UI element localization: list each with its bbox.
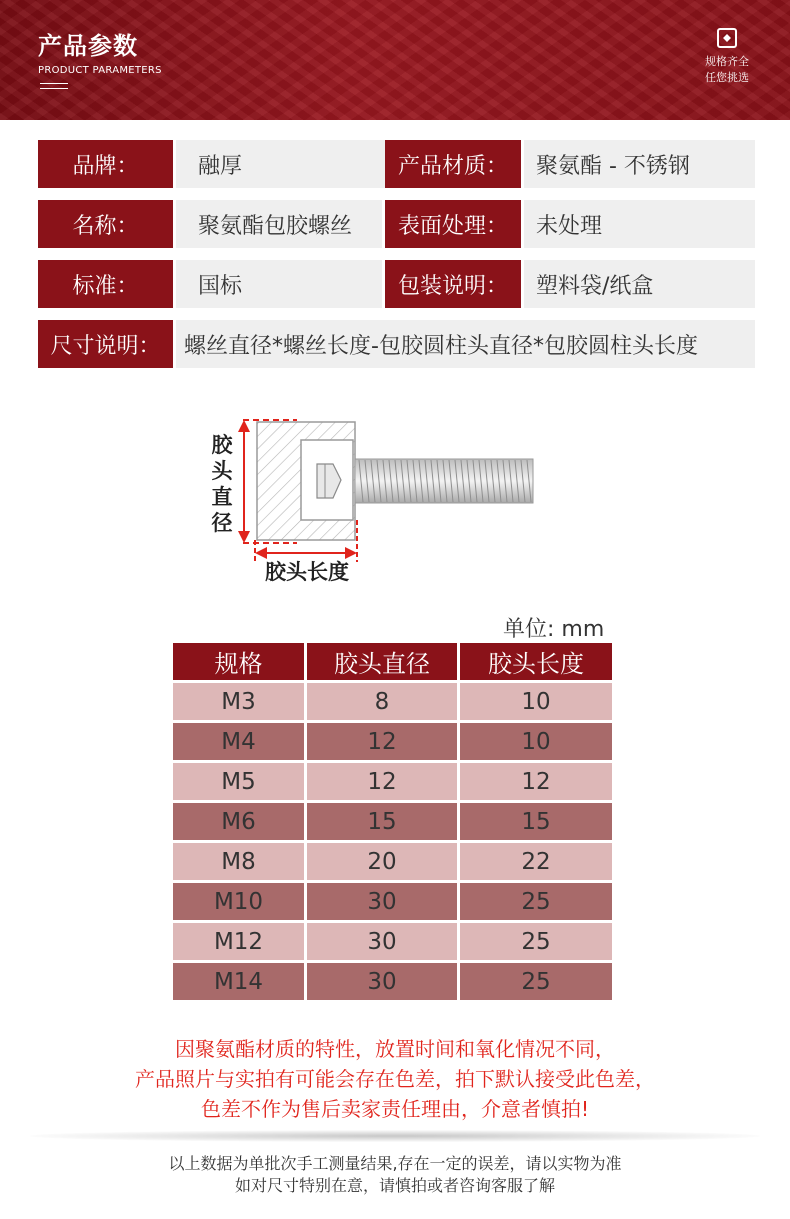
cell-head-diameter: 12 (307, 723, 457, 760)
table-row (173, 763, 612, 800)
header-head-diameter: 胶头直径 (307, 643, 457, 680)
cell-spec: M14 (173, 963, 304, 1000)
cell-head-length: 10 (460, 723, 612, 760)
badge-line2: 任您挑选 (705, 71, 749, 84)
cell-spec: M3 (173, 683, 304, 720)
cell-head-diameter: 20 (307, 843, 457, 880)
table-row (173, 883, 612, 920)
cell-head-length: 25 (460, 883, 612, 920)
table-row (173, 683, 612, 720)
badge (690, 28, 764, 86)
cell-head-length: 22 (460, 843, 612, 880)
size-value: 螺丝直径*螺丝长度-包胶圆柱头直径*包胶圆柱头长度 (176, 320, 755, 368)
page-title: 产品参数 (38, 32, 138, 60)
name-label: 名称： (38, 200, 173, 248)
notice-line2: 产品照片与实拍有可能会存在色差，拍下默认接受此色差， (135, 1067, 655, 1091)
cell-head-length: 10 (460, 683, 612, 720)
cell-head-diameter: 8 (307, 683, 457, 720)
package-value: 塑料袋/纸盒 (524, 260, 755, 308)
size-label: 尺寸说明： (38, 320, 173, 368)
table-row (173, 723, 612, 760)
cell-head-diameter: 30 (307, 963, 457, 1000)
header-head-length: 胶头长度 (460, 643, 612, 680)
notice-line3: 色差不作为售后卖家责任理由，介意者慎拍! (200, 1097, 590, 1121)
length-label: 胶头长度 (265, 560, 349, 584)
param-row-standard (38, 260, 755, 308)
table-row (173, 963, 612, 1000)
screw-diagram (205, 412, 545, 587)
cell-head-length: 12 (460, 763, 612, 800)
brand-label: 品牌： (38, 140, 173, 188)
cell-head-diameter: 30 (307, 883, 457, 920)
table-row (173, 923, 612, 960)
screw-diagram-svg (205, 412, 545, 587)
package-label: 包装说明： (385, 260, 521, 308)
badge-line1: 规格齐全 (705, 55, 749, 68)
standard-label: 标准： (38, 260, 173, 308)
cell-head-diameter: 12 (307, 763, 457, 800)
table-header (173, 643, 612, 680)
param-row-name (38, 200, 755, 248)
cell-spec: M10 (173, 883, 304, 920)
footer-line2: 如对尺寸特别在意，请慎拍或者咨询客服了解 (234, 1176, 555, 1195)
param-row-brand (38, 140, 755, 188)
cell-spec: M6 (173, 803, 304, 840)
material-value: 聚氨酯 - 不锈钢 (524, 140, 755, 188)
surface-value: 未处理 (524, 200, 755, 248)
name-value: 聚氨酯包胶螺丝 (176, 200, 382, 248)
material-label: 产品材质： (385, 140, 521, 188)
header-banner (0, 0, 790, 120)
cell-spec: M8 (173, 843, 304, 880)
title-underline (40, 83, 68, 89)
page-subtitle: PRODUCT PARAMETERS (38, 65, 162, 76)
cell-head-diameter: 30 (307, 923, 457, 960)
cell-spec: M5 (173, 763, 304, 800)
diameter-label: 胶头直径 (211, 433, 233, 535)
surface-label: 表面处理： (385, 200, 521, 248)
divider-shadow (30, 1130, 760, 1142)
table-row (173, 803, 612, 840)
cell-spec: M4 (173, 723, 304, 760)
brand-value: 融厚 (176, 140, 419, 188)
cell-head-length: 25 (460, 963, 612, 1000)
cell-spec: M12 (173, 923, 304, 960)
cell-head-length: 15 (460, 803, 612, 840)
table-row (173, 843, 612, 880)
unit-label: 单位: mm (503, 617, 605, 642)
header-spec: 规格 (173, 643, 304, 680)
footer-line1: 以上数据为单批次手工测量结果,存在一定的误差，请以实物为准 (168, 1154, 622, 1173)
param-row-size (38, 320, 755, 368)
cell-head-diameter: 15 (307, 803, 457, 840)
cell-head-length: 25 (460, 923, 612, 960)
box-icon (717, 28, 737, 48)
notice-line1: 因聚氨酯材质的特性，放置时间和氧化情况不同， (175, 1037, 615, 1061)
standard-value: 国标 (176, 260, 382, 308)
